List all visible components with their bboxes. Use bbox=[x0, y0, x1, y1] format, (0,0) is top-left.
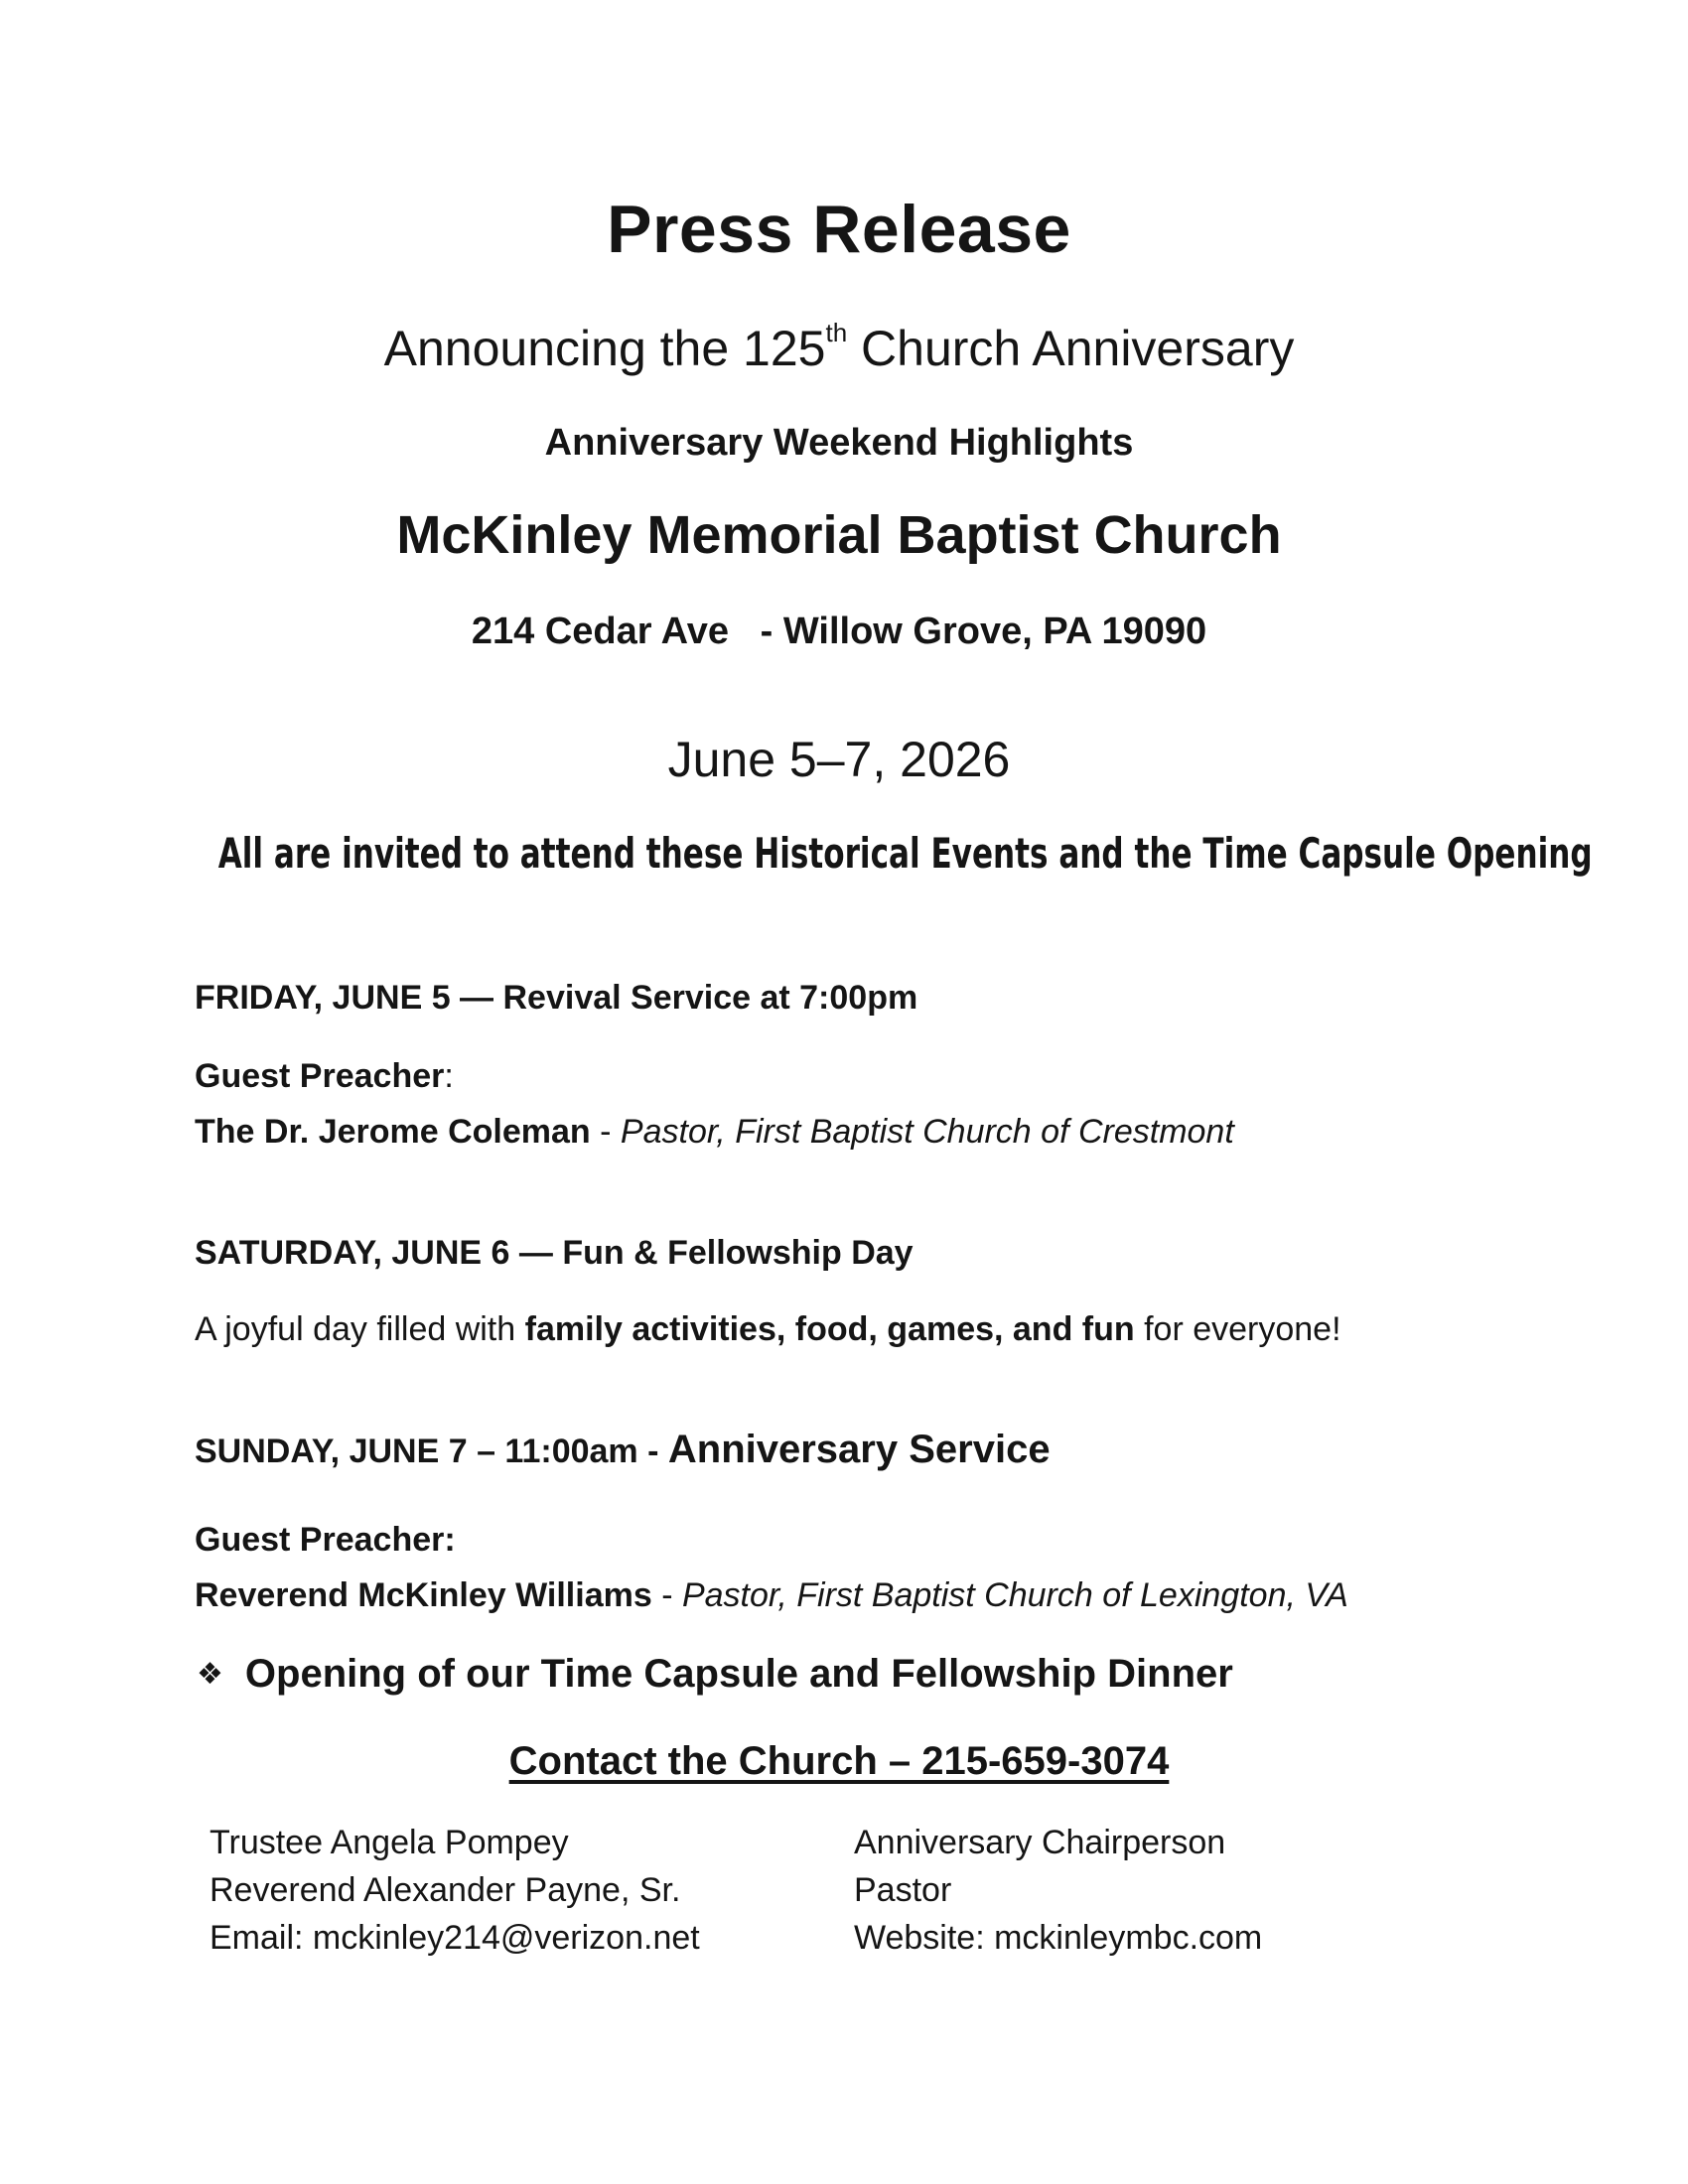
time-capsule-text: Opening of our Time Capsule and Fellowship Dinner bbox=[244, 1652, 1233, 1696]
page-title: Press Release bbox=[607, 192, 1071, 267]
contact-right-line: Anniversary Chairperson bbox=[854, 1824, 1226, 1861]
church-address: 214 Cedar Ave - Willow Grove, PA 19090 bbox=[471, 611, 1207, 652]
announcement-line bbox=[0, 320, 1678, 377]
contact-left-column bbox=[210, 1819, 700, 1962]
contact-left-line: Reverend Alexander Payne, Sr. bbox=[210, 1871, 681, 1909]
friday-preacher-label-text: Guest Preacher bbox=[195, 1057, 445, 1095]
church-name: McKinley Memorial Baptist Church bbox=[396, 505, 1282, 565]
saturday-desc-suffix: for everyone! bbox=[1134, 1310, 1341, 1348]
sunday-heading bbox=[195, 1428, 1051, 1472]
saturday-heading: SATURDAY, JUNE 6 — Fun & Fellowship Day bbox=[195, 1234, 914, 1272]
friday-preacher-title: Pastor, First Baptist Church of Crestmont bbox=[620, 1113, 1234, 1151]
weekend-highlights-heading: Anniversary Weekend Highlights bbox=[544, 422, 1134, 464]
diamond-bullet-icon: ❖ bbox=[197, 1658, 223, 1691]
invitation-line: All are invited to attend these Historical Events and the Time Capsule Opening bbox=[217, 829, 1593, 878]
announcement-suffix: Church Anniversary bbox=[847, 321, 1295, 376]
friday-preacher-colon: : bbox=[444, 1057, 454, 1095]
sunday-heading-main: Anniversary Service bbox=[667, 1428, 1051, 1471]
friday-separator: - bbox=[590, 1113, 621, 1151]
sunday-preacher-line bbox=[195, 1576, 1348, 1615]
contact-heading: Contact the Church – 215-659-3074 bbox=[508, 1739, 1170, 1783]
announcement-prefix: Announcing the 125 bbox=[383, 321, 826, 376]
friday-preacher-name: The Dr. Jerome Coleman bbox=[195, 1113, 591, 1151]
sunday-preacher-name: Reverend McKinley Williams bbox=[195, 1576, 652, 1614]
sunday-preacher-title: Pastor, First Baptist Church of Lexington, VA bbox=[681, 1576, 1348, 1614]
time-capsule-item bbox=[197, 1652, 1233, 1697]
sunday-preacher-label-text: Guest Preacher: bbox=[195, 1521, 456, 1559]
contact-website: Website: mckinleymbc.com bbox=[854, 1919, 1263, 1957]
sunday-separator: - bbox=[651, 1576, 682, 1614]
saturday-description bbox=[195, 1310, 1341, 1349]
sunday-heading-prefix: SUNDAY, JUNE 7 – 11:00am - bbox=[195, 1433, 668, 1470]
saturday-desc-bold: family activities, food, games, and fun bbox=[524, 1310, 1135, 1348]
contact-email: Email: mckinley214@verizon.net bbox=[210, 1919, 700, 1957]
saturday-desc-prefix: A joyful day filled with bbox=[195, 1310, 525, 1348]
sunday-preacher-label bbox=[195, 1521, 456, 1560]
friday-preacher-line bbox=[195, 1113, 1234, 1152]
friday-preacher-label bbox=[195, 1057, 454, 1096]
ordinal-suffix: th bbox=[825, 318, 848, 347]
event-dates: June 5–7, 2026 bbox=[667, 732, 1011, 787]
contact-left-line: Trustee Angela Pompey bbox=[210, 1824, 569, 1861]
friday-heading: FRIDAY, JUNE 5 — Revival Service at 7:00pm bbox=[195, 979, 918, 1017]
contact-right-line: Pastor bbox=[854, 1871, 952, 1909]
contact-right-column bbox=[854, 1819, 1262, 1962]
